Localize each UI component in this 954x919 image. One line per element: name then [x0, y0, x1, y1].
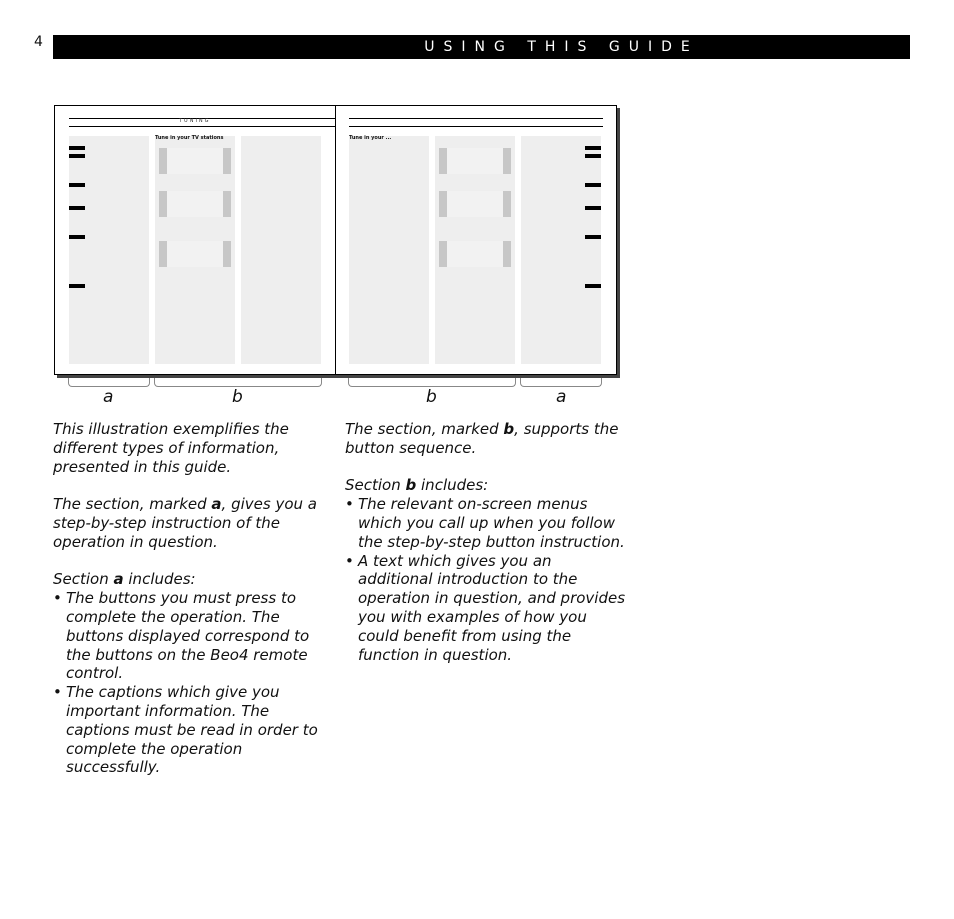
- button-marker: [585, 206, 601, 210]
- button-marker: [585, 284, 601, 288]
- menu-thumbnail: [439, 191, 511, 217]
- left-explanation: [53, 420, 323, 777]
- left-page-heading: Tune in your TV stations: [155, 135, 224, 141]
- section-a-column: [69, 136, 149, 364]
- section-b-menus-column: [435, 136, 515, 364]
- button-marker: [69, 154, 85, 158]
- button-marker: [69, 146, 85, 150]
- button-marker: [585, 146, 601, 150]
- label-a: a: [103, 387, 114, 407]
- bullet-item: • A text which gives you an additional introduction to the operation in question, and provides you with examples of how you could benefit from using the function in question.: [345, 552, 630, 665]
- button-marker: [69, 235, 85, 239]
- section-a-includes-heading: [53, 570, 323, 589]
- text-fragment: The section, marked: [53, 495, 212, 514]
- button-marker: [585, 183, 601, 187]
- intro-paragraph: This illustration exemplifies the different types of information, presented in this guide.: [53, 420, 289, 476]
- text-fragment: The section, marked: [345, 420, 504, 438]
- section-b-brace: [348, 378, 516, 387]
- section-b-paragraph: [345, 420, 630, 458]
- spread-header: TUNING: [179, 118, 211, 124]
- right-explanation: [345, 420, 630, 664]
- text-fragment: includes:: [123, 570, 196, 589]
- sample-spread-illustration: [54, 105, 617, 375]
- page-banner: [53, 35, 910, 59]
- menu-thumbnail: [439, 241, 511, 267]
- section-a-bullet-list: [53, 589, 323, 777]
- menu-thumbnail: [159, 191, 231, 217]
- section-b-menus-column: [155, 136, 235, 364]
- banner-title: USING THIS GUIDE: [424, 39, 699, 55]
- label-b: b: [232, 387, 243, 407]
- button-marker: [69, 206, 85, 210]
- text-fragment: , supports the button sequence.: [345, 420, 619, 457]
- section-mark: b: [503, 420, 515, 438]
- label-b: b: [426, 387, 437, 407]
- menu-thumbnail: [159, 241, 231, 267]
- header-rule: [349, 126, 603, 127]
- button-marker: [585, 235, 601, 239]
- section-mark: b: [405, 476, 417, 495]
- section-a-paragraph: [53, 495, 323, 551]
- text-fragment: includes:: [416, 476, 489, 495]
- section-mark: a: [113, 570, 124, 589]
- text-fragment: Section: [53, 570, 114, 589]
- header-rule: [69, 126, 335, 127]
- text-fragment: , gives you a step-by-step instruction of the operation in question.: [53, 495, 317, 551]
- menu-thumbnail: [159, 148, 231, 174]
- button-marker: [69, 183, 85, 187]
- label-a: a: [556, 387, 567, 407]
- bullet-item: • The captions which give you important information. The captions must be read in order to complete the operation successfully.: [53, 683, 323, 777]
- section-b-includes-heading: [345, 476, 630, 495]
- button-marker: [69, 284, 85, 288]
- header-rule: [349, 118, 603, 119]
- spread-spine: [335, 106, 336, 374]
- section-a-brace: [68, 378, 150, 387]
- section-b-brace: [154, 378, 322, 387]
- menu-thumbnail: [439, 148, 511, 174]
- section-a-column: [521, 136, 601, 364]
- page-number: 4: [34, 34, 43, 50]
- bullet-item: • The buttons you must press to complete the operation. The buttons displayed correspond to the buttons on the Beo4 remote control.: [53, 589, 323, 683]
- section-b-text-column: [349, 136, 429, 364]
- section-a-brace: [520, 378, 602, 387]
- right-page-heading: Tune in your ...: [349, 135, 392, 141]
- section-b-text-column: [241, 136, 321, 364]
- section-mark: a: [211, 495, 222, 514]
- bullet-item: • The relevant on-screen menus which you call up when you follow the step-by-step button instruction.: [345, 495, 630, 551]
- section-b-bullet-list: [345, 495, 630, 664]
- text-fragment: Section: [345, 476, 406, 495]
- button-marker: [585, 154, 601, 158]
